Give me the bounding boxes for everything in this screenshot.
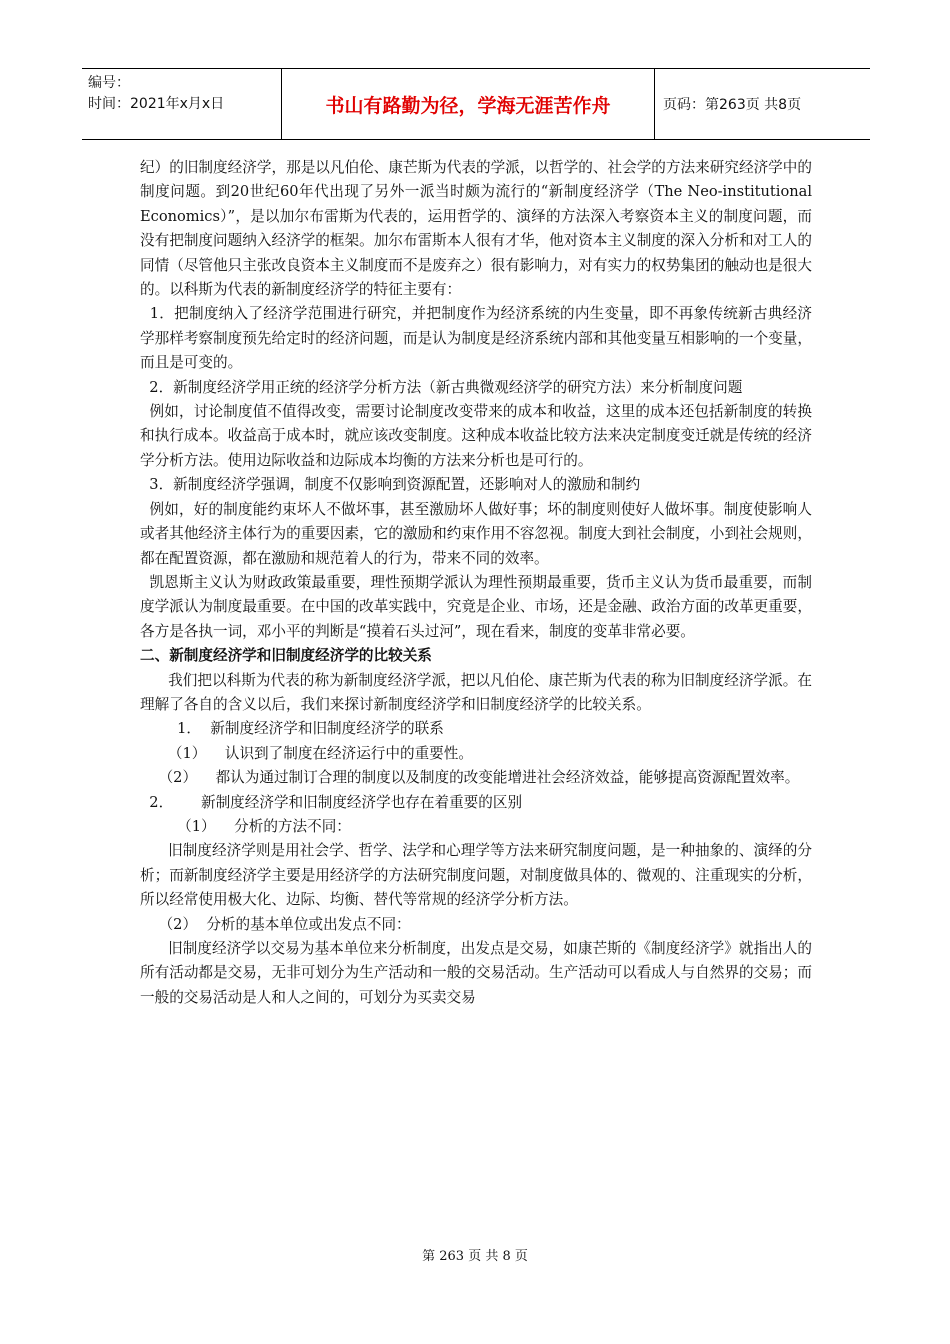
paragraph: 旧制度经济学以交易为基本单位来分析制度，出发点是交易，如康芒斯的《制度经济学》就指出人的所有活动都是交易，无非可划分为生产活动和一般的交易活动。生产活动可以看成人与自然界的交易；而一般的交易活动是人和人之间的，可划分为买卖交易 <box>140 940 812 1006</box>
paragraph: 2． 新制度经济学和旧制度经济学也存在着重要的区别 <box>140 793 523 811</box>
paragraph: 1． 新制度经济学和旧制度经济学的联系 <box>140 720 444 738</box>
header-table <box>82 68 870 140</box>
document-body <box>140 156 817 1010</box>
header-meta <box>82 69 282 139</box>
time-label: 时间：2021年x月x日 <box>88 96 225 112</box>
paragraph: 3．新制度经济学强调，制度不仅影响到资源配置，还影响对人的激励和制约 <box>140 476 641 494</box>
paragraph: 2．新制度经济学用正统的经济学分析方法（新古典微观经济学的研究方法）来分析制度问题 <box>140 378 743 396</box>
section-heading: 二、新制度经济学和旧制度经济学的比较关系 <box>140 647 432 665</box>
header-motto: 书山有路勤为径，学海无涯苦作舟 <box>282 69 655 139</box>
paragraph: 旧制度经济学则是用社会学、哲学、法学和心理学等方法来研究制度问题，是一种抽象的、演绎的分析；而新制度经济学主要是用经济学的方法研究制度问题，对制度做具体的、微观的、注重现实的分析，所以经常使用极大化、边际、均衡、替代等常规的经济学分析方法。 <box>140 842 812 909</box>
paragraph: （2） 都认为通过制订合理的制度以及制度的改变能增进社会经济效益，能够提高资源配置效率。 <box>140 769 800 787</box>
paragraph: （2） 分析的基本单位或出发点不同： <box>140 915 411 933</box>
page-footer: 第 263 页 共 8 页 <box>422 1249 528 1264</box>
paragraph: 例如，好的制度能约束坏人不做坏事，甚至激励坏人做好事；坏的制度则使好人做坏事。制度使影响人或者其他经济主体行为的重要因素，它的激励和约束作用不容忽视。制度大到社会制度，小到社会规则，都在配置资源，都在激励和规范着人的行为，带来不同的效率。 <box>140 500 812 567</box>
paragraph: 例如，讨论制度值不值得改变，需要讨论制度改变带来的成本和收益，这里的成本还包括新制度的转换和执行成本。收益高于成本时，就应该改变制度。这种成本收益比较方法来决定制度变迁就是传统的经济学分析方法。使用边际收益和边际成本均衡的方法来分析也是可行的。 <box>140 403 812 469</box>
number-label: 编号： <box>88 75 130 91</box>
header-page-info: 页码：第263页 共8页 <box>663 97 802 113</box>
paragraph: 我们把以科斯为代表的称为新制度经济学派，把以凡伯伦、康芒斯为代表的称为旧制度经济学派。在理解了各自的含义以后，我们来探讨新制度经济学和旧制度经济学的比较关系。 <box>140 671 812 713</box>
paragraph: （1） 分析的方法不同： <box>140 817 351 835</box>
paragraph: （1） 认识到了制度在经济运行中的重要性。 <box>140 744 473 762</box>
paragraph: 凯恩斯主义认为财政政策最重要，理性预期学派认为理性预期最重要，货币主义认为货币最重要，而制度学派认为制度最重要。在中国的改革实践中，究竟是企业、市场，还是金融、政治方面的改革更重要，各方是各执一词，邓小平的判断是“摸着石头过河”，现在看来，制度的变革非常必要。 <box>140 573 812 640</box>
paragraph: 纪）的旧制度经济学，那是以凡伯伦、康芒斯为代表的学派，以哲学的、社会学的方法来研究经济学中的制度问题。到20世纪60年代出现了另外一派当时颇为流行的“新制度经济学（The Neo-institutional Economics）”，是以加尔布雷斯为代表的，运用哲学的、演绎的方法深入考察资本主义的制度问题，而没有把制度问题纳入经济学的框架。加尔布雷斯本人很有才华，他对资本主义制度的深入分析和对工人的同情（尽管他只主张改良资本主义制度而不是废弃之）很有影响力，对有实力的权势集团的触动也是很大的。以科斯为代表的新制度经济学的特征主要有： <box>140 159 817 299</box>
paragraph: 1．把制度纳入了经济学范围进行研究，并把制度作为经济系统的内生变量，即不再象传统新古典经济学那样考察制度预先给定时的经济问题，而是认为制度是经济系统内部和其他变量互相影响的一个变量，而且是可变的。 <box>140 305 813 372</box>
